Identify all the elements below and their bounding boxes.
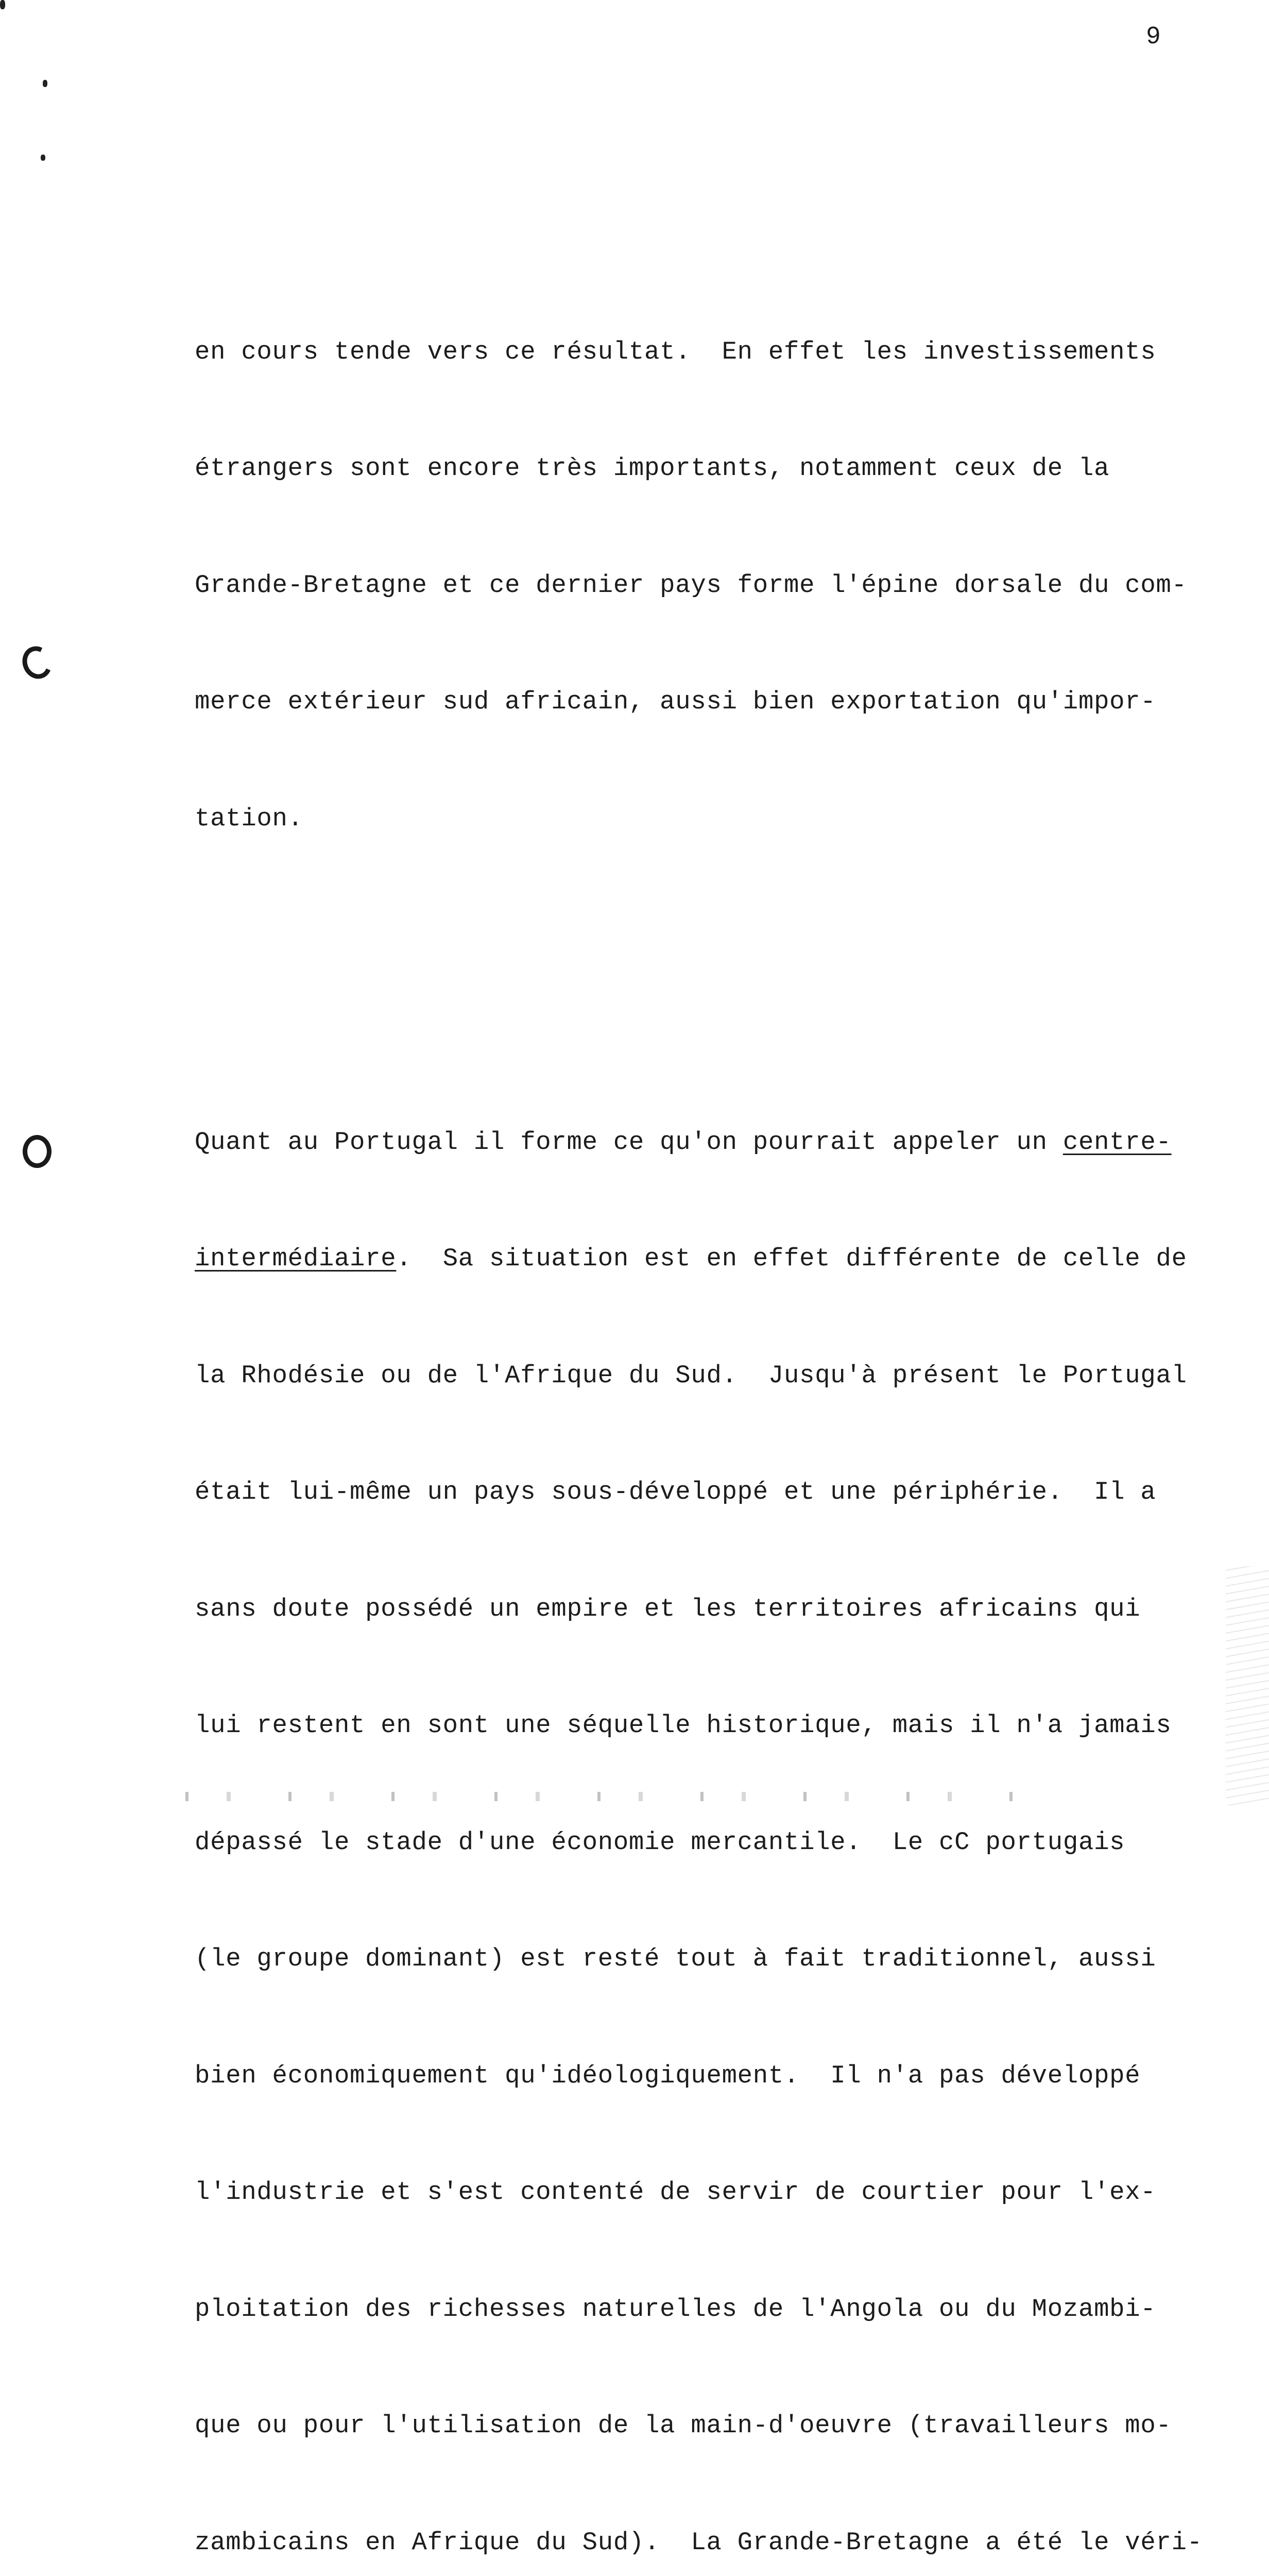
scan-edge-noise — [1226, 1566, 1269, 1805]
text-line: tation. — [195, 800, 1225, 839]
text-line — [195, 1123, 1225, 1162]
text-line: bien économiquement qu'idéologiquement. Il n'a pas développé — [195, 2057, 1225, 2096]
text-line: merce extérieur sud africain, aussi bien exportation qu'impor- — [195, 683, 1225, 722]
page-number: 9 — [1146, 22, 1161, 53]
text-line: étrangers sont encore très importants, notamment ceux de la — [195, 449, 1225, 488]
text-line: dépassé le stade d'une économie mercantile. Le cC portugais — [195, 1823, 1225, 1862]
paragraph-2 — [195, 1045, 1225, 2576]
scan-speck — [41, 155, 45, 161]
text-line: ploitation des richesses naturelles de l'Angola ou du Mozambi- — [195, 2290, 1225, 2329]
text-run: Quant au Portugal il forme ce qu'on pourrait appeler un — [195, 1128, 1063, 1157]
underlined-term: centre- — [1063, 1128, 1172, 1157]
text-line: lui restent en sont une séquelle historique, mais il n'a jamais — [195, 1706, 1225, 1745]
text-line: Grande-Bretagne et ce dernier pays forme l'épine dorsale du com- — [195, 566, 1225, 605]
text-line: était lui-même un pays sous-développé et une périphérie. Il a — [195, 1473, 1225, 1512]
text-line: zambicains en Afrique du Sud). La Grande-Bretagne a été le véri- — [195, 2523, 1225, 2563]
scan-speck — [43, 80, 47, 87]
underlined-term: intermédiaire — [195, 1244, 396, 1273]
text-line: que ou pour l'utilisation de la main-d'oeuvre (travailleurs mo- — [195, 2406, 1225, 2446]
text-run: . Sa situation est en effet différente de celle de — [396, 1244, 1187, 1273]
binder-punch-hole — [18, 642, 57, 683]
text-line: la Rhodésie ou de l'Afrique du Sud. Jusqu'à présent le Portugal — [195, 1357, 1225, 1396]
text-line: (le groupe dominant) est resté tout à fait traditionnel, aussi — [195, 1940, 1225, 1979]
typewritten-body — [195, 138, 1225, 2576]
text-line — [195, 1240, 1225, 1279]
text-line: sans doute possédé un empire et les territoires africains qui — [195, 1590, 1225, 1629]
text-line: en cours tende vers ce résultat. En effet les investissements — [195, 333, 1225, 372]
text-line: l'industrie et s'est contenté de servir de courtier pour l'ex- — [195, 2173, 1225, 2212]
paragraph-1 — [195, 255, 1225, 917]
scan-speck — [0, 0, 5, 9]
binder-punch-hole — [23, 1135, 52, 1168]
